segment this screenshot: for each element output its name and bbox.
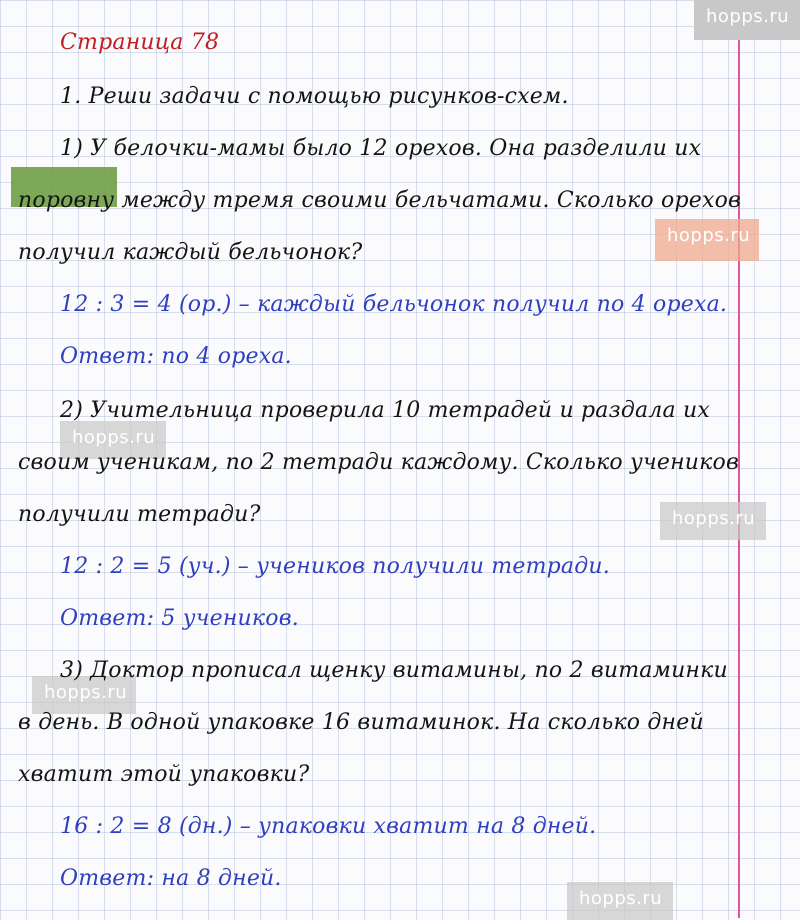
watermark-gray: hopps.ru bbox=[60, 421, 166, 459]
problem-1-answer: Ответ: по 4 ореха. bbox=[60, 344, 292, 369]
watermark-gray: hopps.ru bbox=[660, 502, 766, 540]
problem-2-answer: Ответ: 5 учеников. bbox=[60, 606, 299, 631]
problem-2-solution: 12 : 2 = 5 (уч.) – учеников получили тетради. bbox=[60, 554, 610, 579]
watermark-gray: hopps.ru bbox=[32, 676, 136, 714]
problem-1-line-1: 1) У белочки-мамы было 12 орехов. Она разделили их bbox=[60, 136, 702, 161]
problem-3-answer: Ответ: на 8 дней. bbox=[60, 866, 282, 891]
watermark-gray: hopps.ru bbox=[567, 882, 673, 920]
problem-3-line-3: хватит этой упаковки? bbox=[18, 762, 310, 787]
problem-3-solution: 16 : 2 = 8 (дн.) – упаковки хватит на 8 дней. bbox=[60, 814, 597, 839]
page-heading: Страница 78 bbox=[60, 30, 220, 55]
problem-2-line-2: своим ученикам, по 2 тетради каждому. Сколько учеников bbox=[18, 450, 739, 475]
task-title: 1. Реши задачи с помощью рисунков-схем. bbox=[60, 84, 569, 109]
problem-3-line-1: 3) Доктор прописал щенку витамины, по 2 витаминки bbox=[60, 658, 728, 683]
problem-1-line-3: получил каждый бельчонок? bbox=[18, 240, 363, 265]
problem-1-line-2: поровну между тремя своими бельчатами. Сколько орехов bbox=[18, 188, 742, 213]
problem-2-line-3: получили тетради? bbox=[18, 502, 261, 527]
problem-3-line-2: в день. В одной упаковке 16 витаминок. На сколько дней bbox=[18, 710, 704, 735]
watermark-top: hopps.ru bbox=[694, 0, 800, 40]
problem-1-solution: 12 : 3 = 4 (ор.) – каждый бельчонок получил по 4 ореха. bbox=[60, 292, 728, 317]
problem-2-line-1: 2) Учительница проверила 10 тетрадей и раздала их bbox=[60, 398, 710, 423]
watermark-orange: hopps.ru bbox=[655, 219, 759, 261]
